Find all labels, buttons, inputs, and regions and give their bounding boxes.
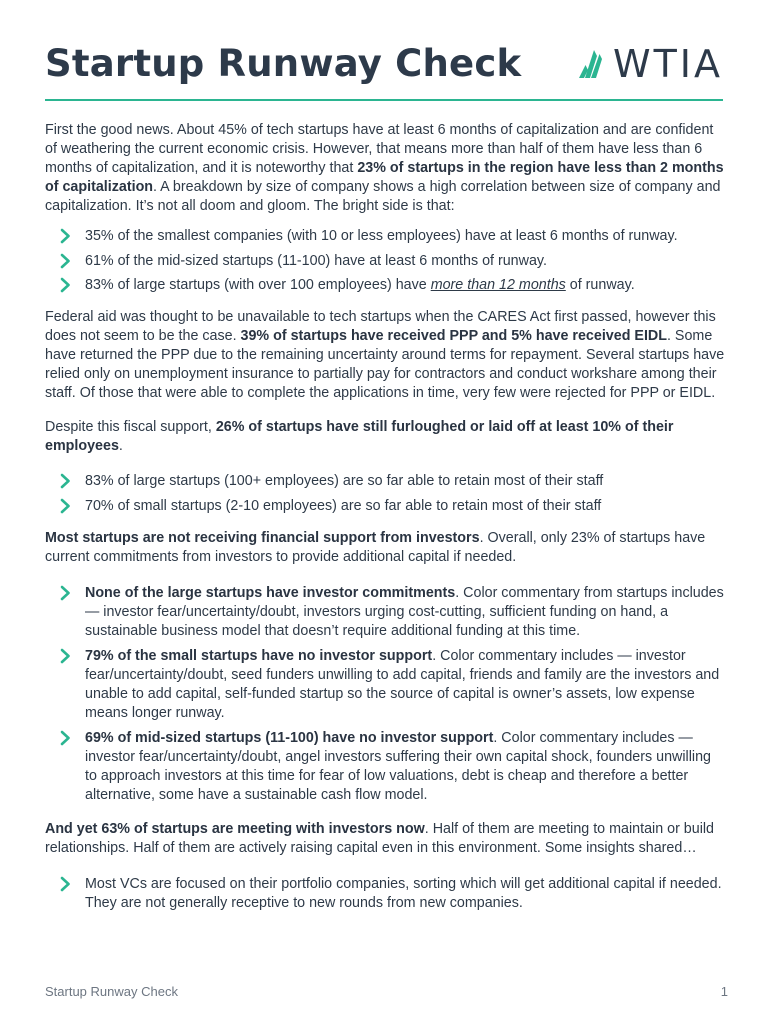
text-span: First the good news. About 45% of tech startups have at least 6 months of capitalization and are confident of weathering the current economic crisis. However, that means more than half of them have less than 6 months of capitalization, and it is noteworthy that (45, 122, 714, 176)
list-item-text: 35% of the smallest companies (with 10 or less employees) have at least 6 months of runway. (85, 228, 678, 244)
list-item-text: 70% of small startups (2-10 employees) are so far able to retain most of their staff (85, 497, 602, 514)
bold-span: 79% of the small startups have no investor support (85, 647, 433, 664)
footer-label: Startup Runway Check (45, 984, 178, 999)
list-item-text: . Color commentary includes — investor fear/uncertainty/doubt, seed funders unwilling to add capital, friends and family are the investors and unable to add capital, self-funded startup so the source of capital is owner’s assets, low expense means longer runway. (85, 647, 720, 721)
list-item (45, 227, 725, 246)
list-item (45, 647, 725, 723)
list-item-text: . Color commentary includes — investor fear/uncertainty/doubt, angel investors suffering their own capital shock, founders unwilling to approach investors at this time for fear of low valuations, debt is cheap and therefore a better alternative, some have a sustainable cash flow model. (85, 729, 711, 803)
chevron-right-icon (59, 473, 73, 489)
chevron-right-icon (59, 730, 73, 746)
bold-span: 69% of mid-sized startups (11-100) have no investor support (85, 729, 494, 746)
chevron-right-icon (59, 498, 73, 514)
list-item (45, 584, 725, 641)
list-item (45, 729, 725, 805)
text-span: . Half of them are meeting to maintain or build relationships. Half of them are actively raising capital even in this environment. Some insights shared… (45, 820, 715, 856)
wtia-logo (579, 44, 723, 84)
paragraph-furlough (45, 418, 725, 456)
paragraph-meeting-investors (45, 820, 725, 858)
logo-text: WTIA (613, 42, 723, 86)
chevron-right-icon (59, 277, 73, 293)
bold-span: 26% of startups have still furloughed or laid off at least 10% of their employees (45, 419, 674, 454)
chevron-right-icon (59, 876, 73, 892)
list-item-text: . Color commentary from startups includes — investor fear/uncertainty/doubt, investors urging cost-cutting, sufficient funding on hand, a sustainable business model that doesn’t require additional funding at this time. (85, 584, 724, 639)
paragraph-federal-aid (45, 308, 725, 403)
bold-span: 23% of startups in the region have less than 2 months of capitalization (45, 160, 724, 195)
header-divider (45, 99, 723, 101)
bold-span: 39% of startups have received PPP and 5% have received EIDL (240, 328, 667, 344)
text-span: . Some have returned the PPP due to the remaining uncertainty around terms for repayment. Several startups have relied only on unemployment insurance to partially pay for contractors and conduct workshare among their staff. Of those that were able to complete the applications in time, very few were rejected for PPP or EIDL. (45, 328, 725, 401)
insights-list (45, 875, 725, 913)
text-span: . Overall, only 23% of startups have current commitments from investors to provide additional capital if needed. (45, 529, 706, 565)
list-item (45, 276, 725, 295)
retention-list (45, 472, 725, 516)
list-item (45, 252, 725, 271)
list-item-text: 61% of the mid-sized startups (11-100) have at least 6 months of runway. (85, 252, 547, 269)
investor-commentary-list (45, 584, 725, 805)
chevron-right-icon (59, 648, 73, 664)
document-body (45, 121, 725, 913)
page-header (45, 42, 723, 90)
list-item (45, 875, 725, 913)
chevron-right-icon (59, 228, 73, 244)
runway-list (45, 227, 725, 295)
bold-span: None of the large startups have investor commitments (85, 584, 456, 601)
list-item-text: 83% of large startups (100+ employees) are so far able to retain most of their staff (85, 473, 604, 489)
list-item (45, 472, 725, 491)
text-span: . A breakdown by size of company shows a high correlation between size of company and capitalization. It’s not all doom and gloom. The bright side is that: (45, 179, 721, 214)
bold-span: And yet 63% of startups are meeting with investors now (45, 820, 425, 837)
text-span: Despite this fiscal support, (45, 419, 216, 435)
emphasis-text: more than 12 months (430, 277, 566, 293)
list-item-text: Most VCs are focused on their portfolio companies, sorting which will get additional capital if needed. They are not generally receptive to new rounds from new companies. (85, 875, 722, 911)
list-item (45, 497, 725, 516)
chevron-right-icon (59, 253, 73, 269)
page-title: Startup Runway Check (45, 42, 522, 85)
list-item-text: 83% of large startups (with over 100 employees) have (85, 277, 431, 293)
paragraph-investor-support (45, 529, 725, 567)
text-span: . (118, 438, 123, 454)
text-span: Federal aid was thought to be unavailable to tech startups when the CARES Act first passed, however this does not seem to be the case. (45, 309, 716, 344)
list-item-text: of runway. (565, 277, 635, 293)
page-number: 1 (720, 984, 728, 999)
paragraph-good-news (45, 121, 725, 216)
wtia-logo-mark-icon (579, 50, 609, 78)
bold-span: Most startups are not receiving financial support from investors (45, 529, 480, 546)
chevron-right-icon (59, 585, 73, 601)
